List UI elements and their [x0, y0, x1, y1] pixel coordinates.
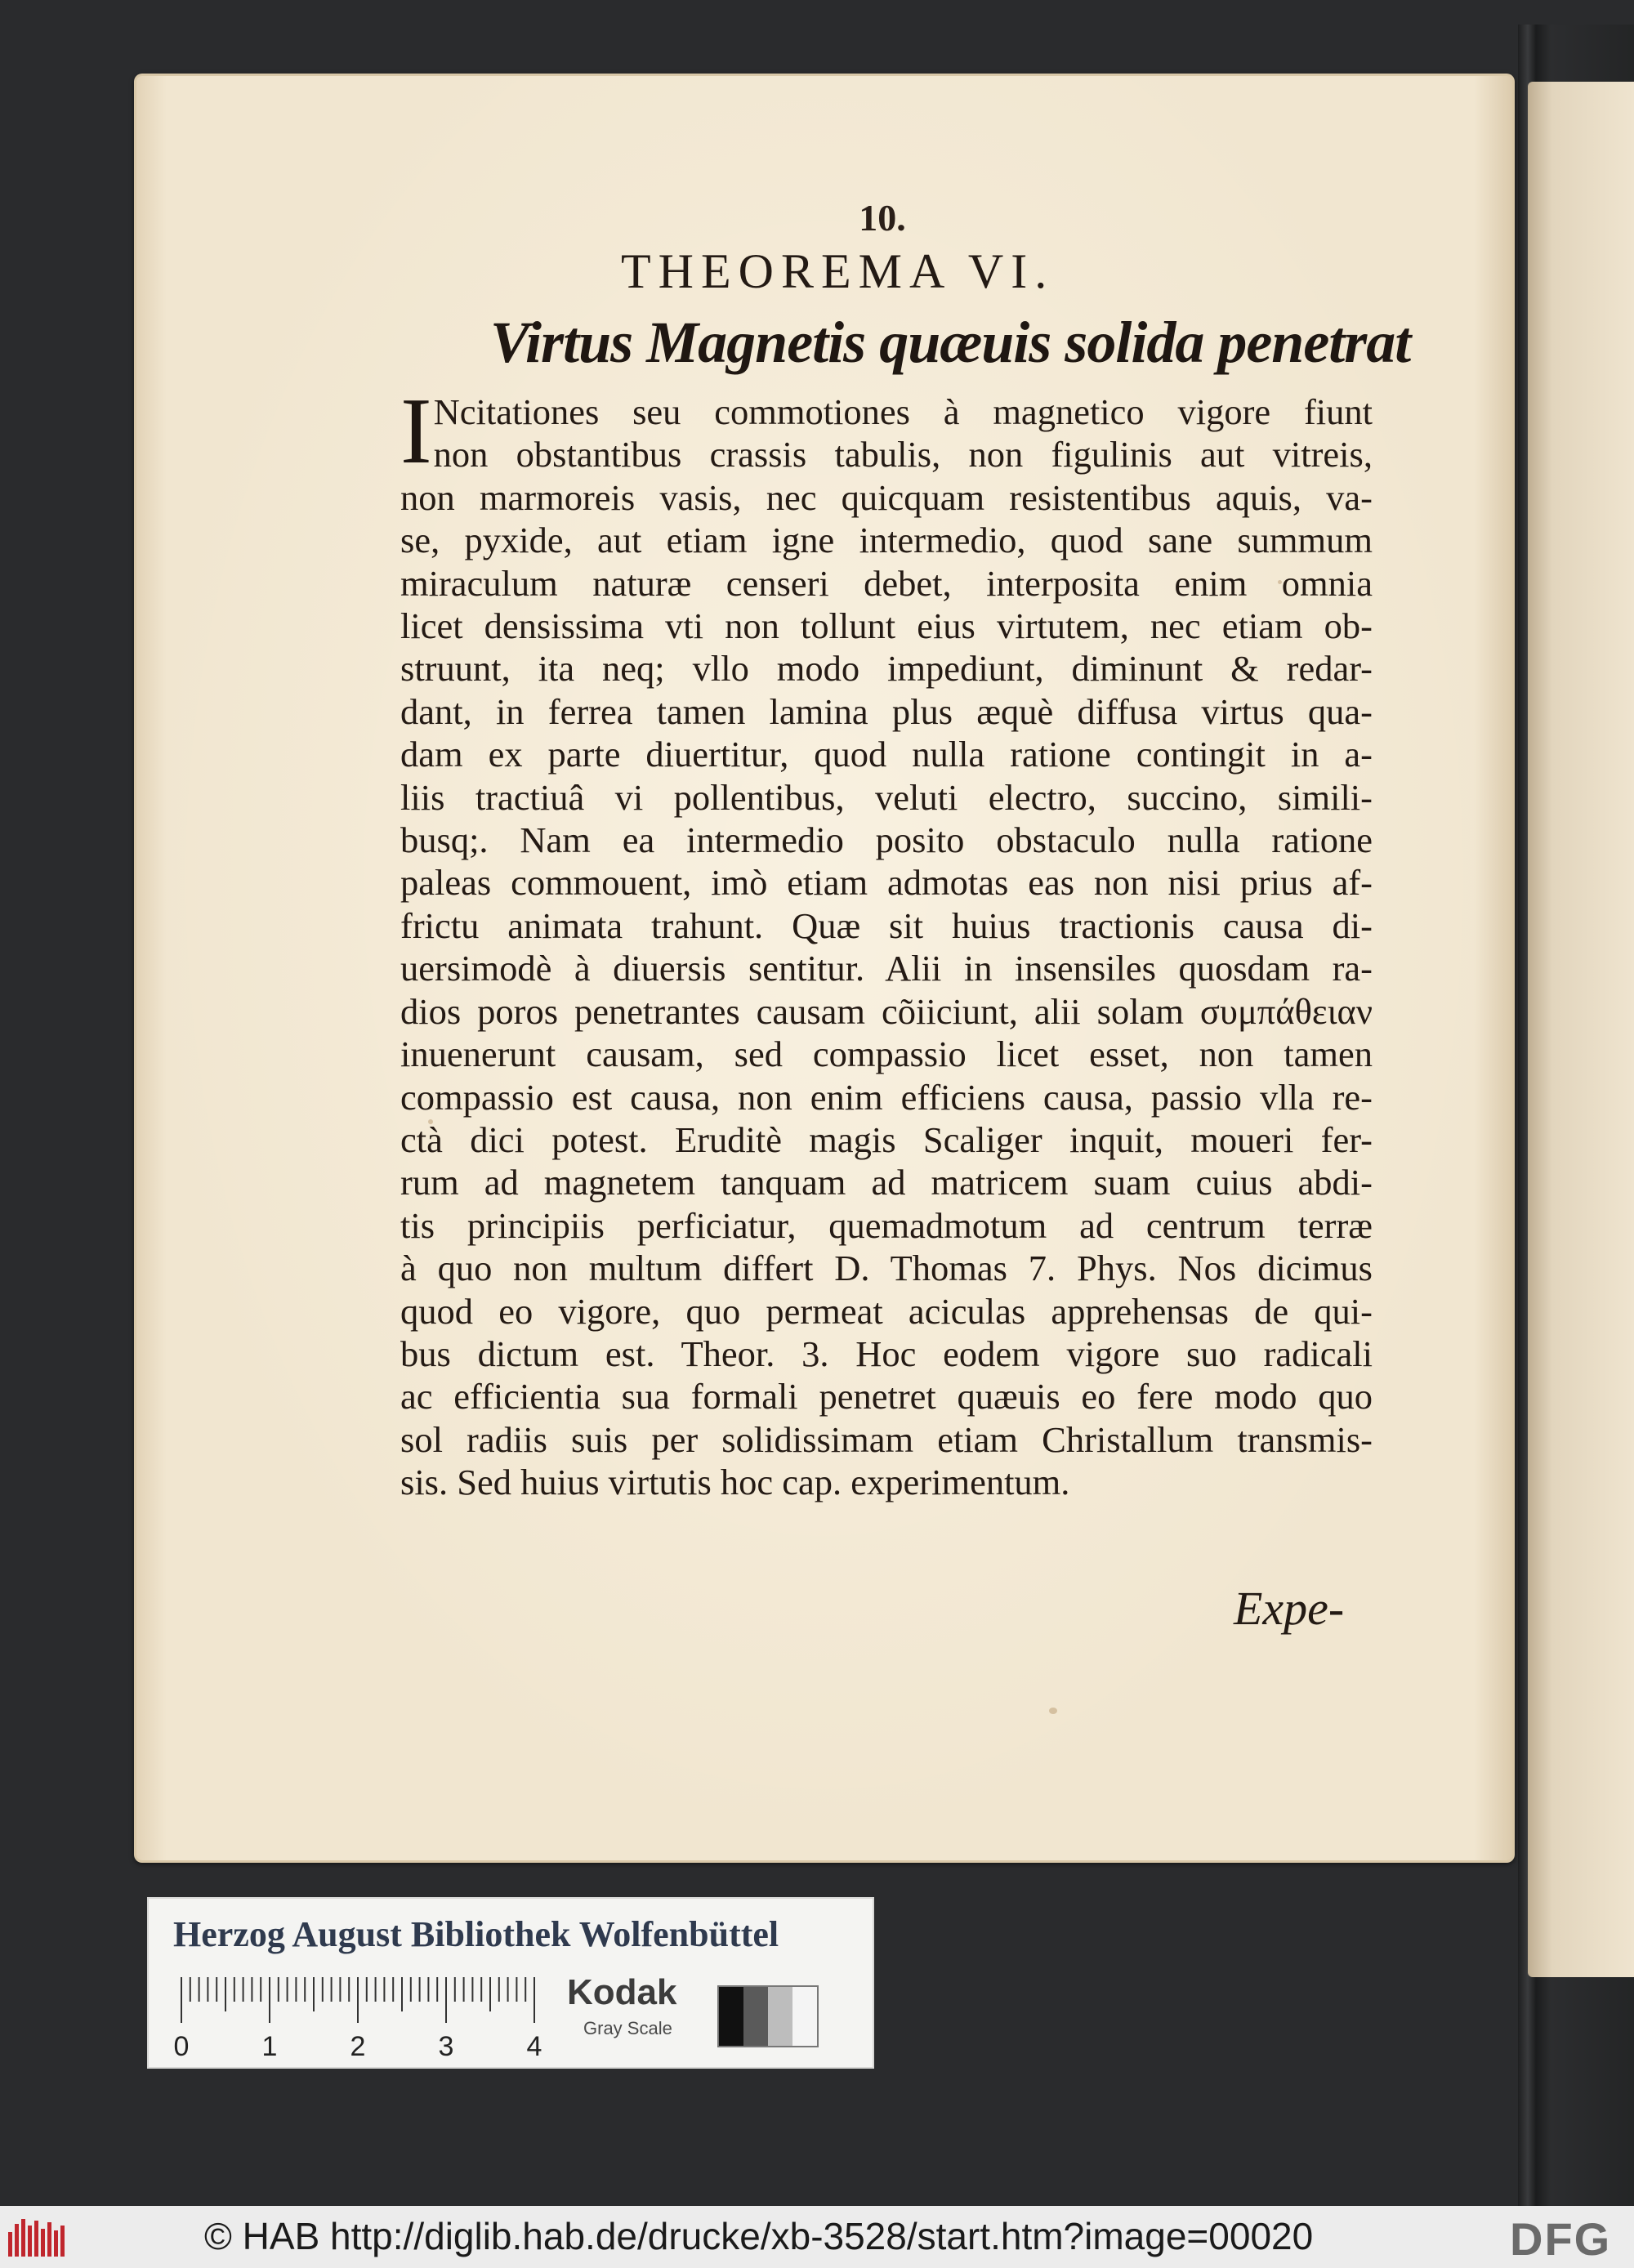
text-line: paleas commouent, imò etiam admotas eas non nisi prius af-	[400, 862, 1373, 904]
ruler-number: 3	[438, 2031, 454, 2062]
text-line: sis. Sed huius virtutis hoc cap. experimentum.	[400, 1462, 1070, 1503]
gray-swatches	[717, 1985, 819, 2047]
color-calibration-card	[147, 1897, 874, 2069]
text-line: bus dictum est. Theor. 3. Hoc eodem vigore suo radicali	[400, 1333, 1373, 1374]
dfg-logo: DFG	[1510, 2213, 1612, 2265]
gray-scale-label: Gray Scale	[583, 2018, 672, 2038]
ruler-number: 1	[261, 2031, 278, 2062]
ruler-number: 0	[173, 2031, 190, 2062]
text-line: licet densissima vti non tollunt eius virtutem, nec etiam ob-	[400, 605, 1373, 647]
text-line: non obstantibus crassis tabulis, non figulinis aut vitreis,	[433, 434, 1373, 475]
library-name: Herzog August Bibliothek Wolfenbüttel	[173, 1914, 779, 1954]
gray-swatch	[792, 1987, 817, 2046]
gray-swatch	[719, 1987, 743, 2046]
text-line: inuenerunt causam, sed compassio licet esset, non tamen	[400, 1034, 1373, 1075]
text-line: Ncitationes seu commotiones à magnetico vigore fiunt	[433, 391, 1373, 432]
text-line: compassio est causa, non enim efficiens causa, passio vlla re-	[400, 1076, 1373, 1118]
text-line: ac efficientia sua formali penetret quæuis eo fere modo quo	[400, 1376, 1373, 1418]
text-line: struunt, ita neq; vllo modo impediunt, diminunt & redar-	[400, 648, 1373, 690]
theorem-heading: THEOREMA VI.	[621, 244, 1055, 298]
text-line: dant, in ferrea tamen lamina plus æquè diffusa virtus qua-	[400, 690, 1373, 732]
text-line: busq;. Nam ea intermedio posito obstaculo nulla ratione	[400, 819, 1373, 861]
footer-bar	[0, 2206, 1634, 2268]
foxing-spot	[1049, 1708, 1057, 1714]
gray-swatch	[768, 1987, 792, 2046]
drop-cap: I	[400, 379, 432, 484]
text-line: dios poros penetrantes causam cõiiciunt, alii solam συμπάθειαν	[400, 990, 1373, 1032]
text-line: miraculum naturæ censeri debet, interposita enim omnia	[400, 562, 1373, 604]
text-line: uersimodè à diuersis sentitur. Alii in insensiles quosdam ra-	[400, 948, 1373, 989]
source-link[interactable]: © HAB http://diglib.hab.de/drucke/xb-3528/start.htm?image=00020	[204, 2215, 1314, 2257]
catchword: Expe-	[1234, 1582, 1345, 1635]
text-line: frictu animata trahunt. Quæ sit huius tractionis causa di-	[400, 904, 1373, 946]
facing-page-edge	[1528, 82, 1634, 1977]
text-line: tis principiis perficiatur, quemadmotum ad centrum terræ	[400, 1204, 1373, 1246]
text-line: non marmoreis vasis, nec quicquam resistentibus aquis, va-	[400, 476, 1373, 518]
text-line: rum ad magnetem tanquam ad matricem suam cuius abdi-	[400, 1162, 1373, 1203]
text-line: ctà dici potest. Eruditè magis Scaliger inquit, moueri fer-	[400, 1118, 1373, 1160]
page-number: 10.	[859, 197, 906, 239]
text-line: à quo non multum differt D. Thomas 7. Phys. Nos dicimus	[400, 1248, 1373, 1289]
text-line: quod eo vigore, quo permeat aciculas apprehensas de qui-	[400, 1290, 1373, 1332]
text-line: se, pyxide, aut etiam igne intermedio, quod sane summum	[400, 520, 1373, 561]
ruler-number: 4	[526, 2031, 542, 2062]
barcode-logo-icon	[7, 2217, 72, 2258]
theorem-subtitle: Virtus Magnetis quæuis solida penetrat	[490, 310, 1411, 375]
body-text	[400, 379, 1373, 1504]
kodak-brand: Kodak	[567, 1972, 677, 2012]
text-line: liis tractiuâ vi pollentibus, veluti electro, succino, simili-	[400, 776, 1373, 818]
ruler-number: 2	[350, 2031, 366, 2062]
text-line: sol radiis suis per solidissimam etiam Christallum transmis-	[400, 1418, 1373, 1460]
text-line: dam ex parte diuertitur, quod nulla ratione contingit in a-	[400, 734, 1373, 775]
gray-swatch	[743, 1987, 768, 2046]
